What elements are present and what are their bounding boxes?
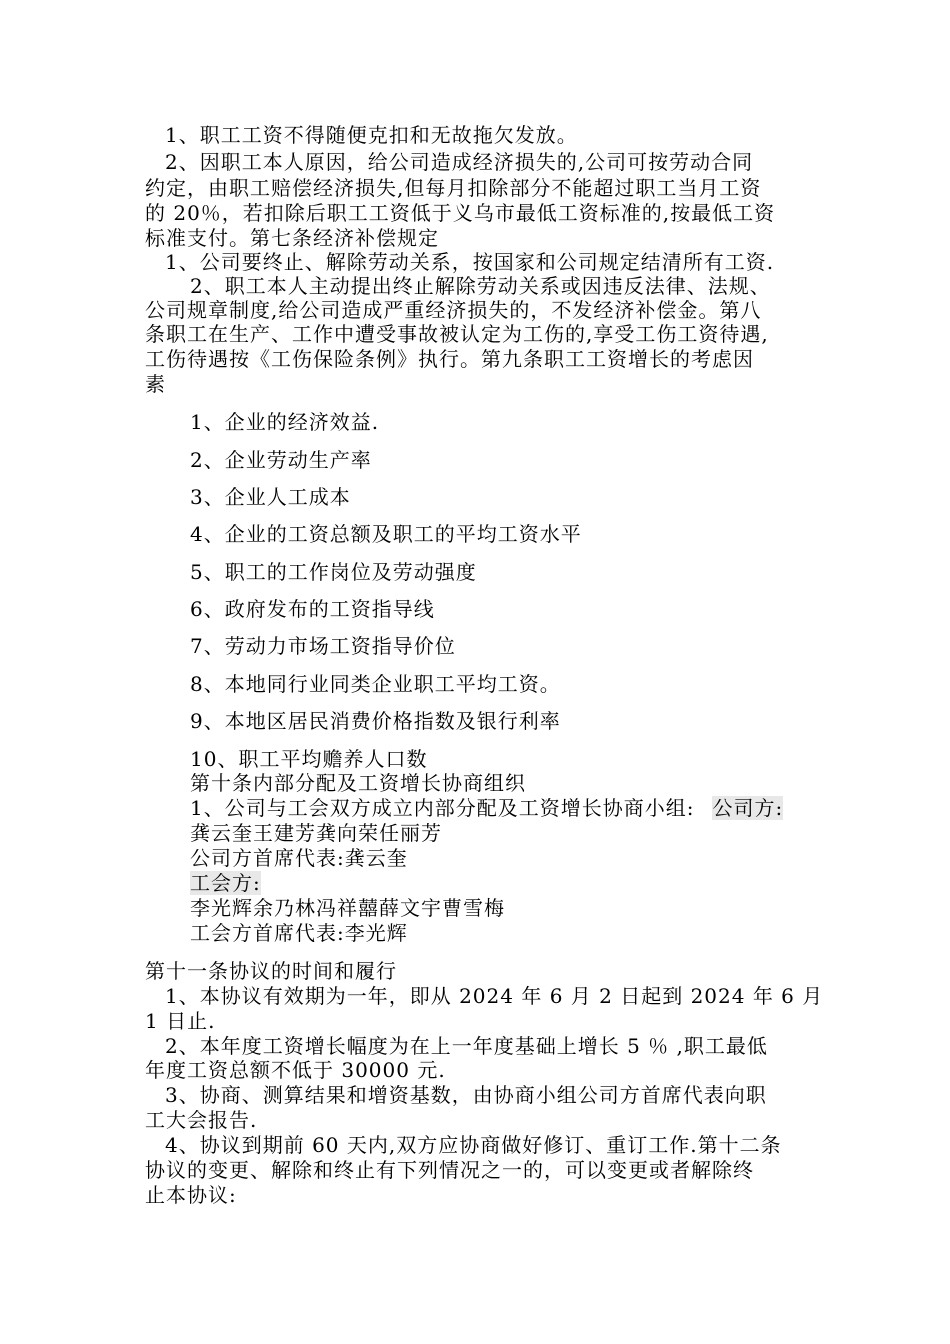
- list-item: 4、企业的工资总额及职工的平均工资水平: [190, 522, 582, 546]
- text-line: 工伤待遇按《工伤保险条例》执行。第九条职工工资增长的考虑因: [145, 347, 754, 371]
- text-line: 2、职工本人主动提出终止解除劳动关系或因违反法律、法规、: [190, 274, 771, 298]
- section-heading: 第十条内部分配及工资增长协商组织: [190, 771, 526, 795]
- text-line: 1、本协议有效期为一年，即从 2024 年 6 月 2 日起到 2024 年 6 月: [165, 984, 824, 1008]
- text-line: 标准支付。第七条经济补偿规定: [145, 226, 439, 250]
- highlighted-text: 工会方:: [190, 871, 261, 895]
- text-line: 李光辉余乃林冯祥囍薛文宇曹雪梅: [190, 896, 505, 920]
- list-item: 7、劳动力市场工资指导价位: [190, 634, 456, 658]
- text-line: 年度工资总额不低于 30000 元.: [145, 1058, 446, 1082]
- list-item: 5、职工的工作岗位及劳动强度: [190, 560, 477, 584]
- text-segment: 1、公司与工会双方成立内部分配及工资增长协商小组:: [190, 796, 695, 820]
- text-line: 4、协议到期前 60 天内,双方应协商做好修订、重订工作.第十二条: [165, 1133, 782, 1157]
- text-line: [190, 871, 261, 895]
- text-line: 1 日止.: [145, 1009, 216, 1033]
- text-line: 3、协商、测算结果和增资基数，由协商小组公司方首席代表向职: [165, 1083, 767, 1107]
- text-line: 1、职工工资不得随便克扣和无故拖欠发放。: [165, 123, 578, 147]
- text-line: 的 20％，若扣除后职工工资低于义乌市最低工资标准的,按最低工资: [145, 201, 776, 225]
- list-item: 10、职工平均赡养人口数: [190, 747, 428, 771]
- text-line: 公司方首席代表:龚云奎: [190, 846, 408, 870]
- text-line: 协议的变更、解除和终止有下列情况之一的，可以变更或者解除终: [145, 1158, 754, 1182]
- section-heading: 第十一条协议的时间和履行: [145, 959, 397, 983]
- text-line: 工会方首席代表:李光辉: [190, 921, 408, 945]
- list-item: 9、本地区居民消费价格指数及银行利率: [190, 709, 561, 733]
- text-line: 2、本年度工资增长幅度为在上一年度基础上增长 5 ％ ,职工最低: [165, 1034, 768, 1058]
- text-line: 条职工在生产、工作中遭受事故被认定为工伤的,享受工伤工资待遇,: [145, 322, 769, 346]
- text-line: 2、因职工本人原因，给公司造成经济损失的,公司可按劳动合同: [165, 150, 754, 174]
- list-item: 2、企业劳动生产率: [190, 448, 372, 472]
- highlighted-text: 公司方:: [712, 796, 784, 820]
- text-line: 公司规章制度,给公司造成严重经济损失的，不发经济补偿金。第八: [145, 298, 762, 322]
- list-item: 1、企业的经济效益.: [190, 410, 380, 434]
- list-item: 6、政府发布的工资指导线: [190, 597, 435, 621]
- text-line: 龚云奎王建芳龚向荣任丽芳: [190, 821, 442, 845]
- list-item: 8、本地同行业同类企业职工平均工资。: [190, 672, 561, 696]
- text-line: 1、公司要终止、解除劳动关系，按国家和公司规定结清所有工资.: [165, 250, 775, 274]
- text-line: 工大会报告.: [145, 1108, 258, 1132]
- list-item: 3、企业人工成本: [190, 485, 351, 509]
- text-line: 约定，由职工赔偿经济损失,但每月扣除部分不能超过职工当月工资: [145, 176, 762, 200]
- text-line: [190, 796, 783, 820]
- text-line: 素: [145, 372, 166, 396]
- text-line: 止本协议:: [145, 1183, 237, 1207]
